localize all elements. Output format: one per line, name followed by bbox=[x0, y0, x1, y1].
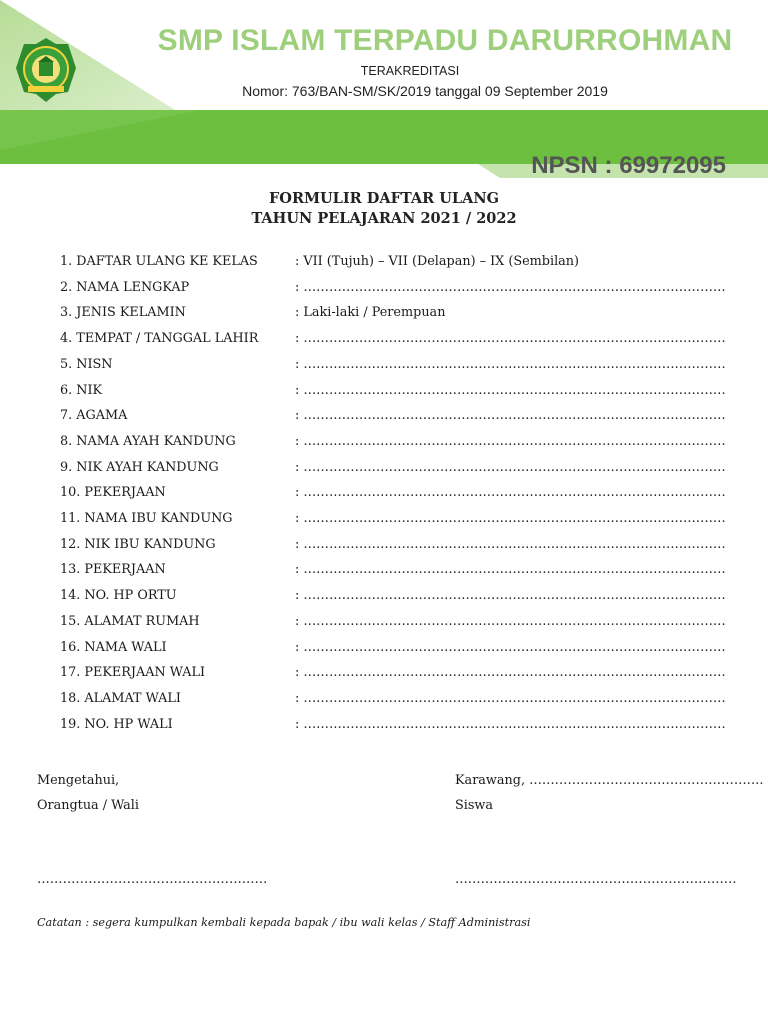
form-field-row bbox=[60, 588, 726, 606]
field-value: : ……………………………………………………………………………………… bbox=[295, 613, 726, 629]
field-label: 10. PEKERJAAN bbox=[60, 485, 166, 501]
field-label: 12. NIK IBU KANDUNG bbox=[60, 536, 216, 552]
field-value: : ……………………………………………………………………………………… bbox=[295, 331, 726, 347]
field-value: : VII (Tujuh) – VII (Delapan) – IX (Sembilan) bbox=[295, 254, 580, 269]
field-value: : ……………………………………………………………………………………… bbox=[295, 459, 726, 475]
field-value: : ……………………………………………………………………………………… bbox=[295, 279, 726, 295]
form-field-row bbox=[60, 562, 726, 580]
parent-signature-block bbox=[37, 768, 139, 818]
field-value: : ……………………………………………………………………………………… bbox=[295, 536, 726, 552]
field-label: 8. NAMA AYAH KANDUNG bbox=[60, 433, 236, 449]
field-label: 11. NAMA IBU KANDUNG bbox=[60, 511, 233, 526]
place-date-label: Karawang, ………………………………………………. bbox=[455, 773, 764, 788]
field-label: 15. ALAMAT RUMAH bbox=[60, 613, 200, 629]
student-signature-block bbox=[455, 768, 764, 818]
form-field-row bbox=[60, 716, 726, 735]
form-field-row bbox=[60, 331, 726, 349]
school-name: SMP ISLAM TERPADU DARURROHMAN bbox=[157, 24, 733, 57]
field-label: 19. NO. HP WALI bbox=[60, 716, 173, 732]
field-value: : ……………………………………………………………………………………… bbox=[295, 690, 726, 706]
school-emblem-icon bbox=[14, 36, 78, 104]
field-value: : ……………………………………………………………………………………… bbox=[295, 511, 726, 526]
form-field-row bbox=[60, 433, 726, 452]
field-label: 5. NISN bbox=[60, 356, 113, 372]
form-field-row bbox=[60, 665, 726, 683]
field-label: 1. DAFTAR ULANG KE KELAS bbox=[60, 254, 258, 269]
form-field-row bbox=[60, 459, 726, 478]
form-field-row bbox=[60, 613, 726, 632]
field-label: 9. NIK AYAH KANDUNG bbox=[60, 459, 219, 475]
field-label: 2. NAMA LENGKAP bbox=[60, 279, 190, 295]
accreditation-label: TERAKREDITASI bbox=[360, 64, 460, 78]
student-label: Siswa bbox=[455, 798, 494, 813]
field-value: : ……………………………………………………………………………………… bbox=[295, 382, 726, 398]
npsn-number: NPSN : 69972095 bbox=[531, 152, 726, 179]
field-label: 17. PEKERJAAN WALI bbox=[60, 665, 206, 681]
field-value: : ……………………………………………………………………………………… bbox=[295, 716, 726, 732]
field-label: 7. AGAMA bbox=[60, 408, 128, 424]
student-signature-line: ………………………………………………………… bbox=[455, 872, 737, 887]
form-field-row bbox=[60, 305, 700, 323]
form-field-row bbox=[60, 690, 726, 709]
form-field-row bbox=[60, 511, 726, 529]
form-title-line2: TAHUN PELAJARAN 2021 / 2022 bbox=[251, 210, 517, 227]
form-field-row bbox=[60, 356, 726, 375]
footnote: Catatan : segera kumpulkan kembali kepada bapak / ibu wali kelas / Staff Administrasi bbox=[37, 916, 531, 929]
field-label: 16. NAMA WALI bbox=[60, 639, 167, 655]
field-label: 4. TEMPAT / TANGGAL LAHIR bbox=[60, 331, 259, 347]
form-title bbox=[0, 189, 768, 229]
field-value: : ……………………………………………………………………………………… bbox=[295, 665, 726, 681]
field-value: : ……………………………………………………………………………………… bbox=[295, 562, 726, 578]
field-value: : Laki-laki / Perempuan bbox=[295, 305, 446, 321]
form-field-row bbox=[60, 536, 726, 555]
form-field-row bbox=[60, 639, 726, 658]
field-label: 18. ALAMAT WALI bbox=[60, 690, 181, 706]
field-label: 14. NO. HP ORTU bbox=[60, 588, 177, 604]
parent-guardian-label: Orangtua / Wali bbox=[37, 798, 139, 813]
field-value: : ……………………………………………………………………………………… bbox=[295, 408, 726, 424]
field-value: : ……………………………………………………………………………………… bbox=[295, 485, 726, 501]
form-field-row bbox=[60, 408, 726, 426]
field-value: : ……………………………………………………………………………………… bbox=[295, 639, 726, 655]
form-title-line1: FORMULIR DAFTAR ULANG bbox=[269, 190, 499, 207]
form-field-row bbox=[60, 485, 726, 503]
field-value: : ……………………………………………………………………………………… bbox=[295, 356, 726, 372]
field-label: 3. JENIS KELAMIN bbox=[60, 305, 186, 321]
field-value: : ……………………………………………………………………………………… bbox=[295, 588, 726, 604]
parent-signature-line: ……………………………………………… bbox=[37, 872, 268, 887]
letterhead bbox=[0, 0, 768, 180]
acknowledged-label: Mengetahui, bbox=[37, 773, 120, 788]
form-field-row bbox=[60, 382, 726, 401]
field-label: 13. PEKERJAAN bbox=[60, 562, 166, 578]
form-field-row bbox=[60, 279, 726, 298]
form-field-row bbox=[60, 254, 700, 272]
field-value: : ……………………………………………………………………………………… bbox=[295, 433, 726, 449]
accreditation-decree: Nomor: 763/BAN-SM/SK/2019 tanggal 09 September 2019 bbox=[242, 83, 608, 99]
field-label: 6. NIK bbox=[60, 382, 103, 398]
